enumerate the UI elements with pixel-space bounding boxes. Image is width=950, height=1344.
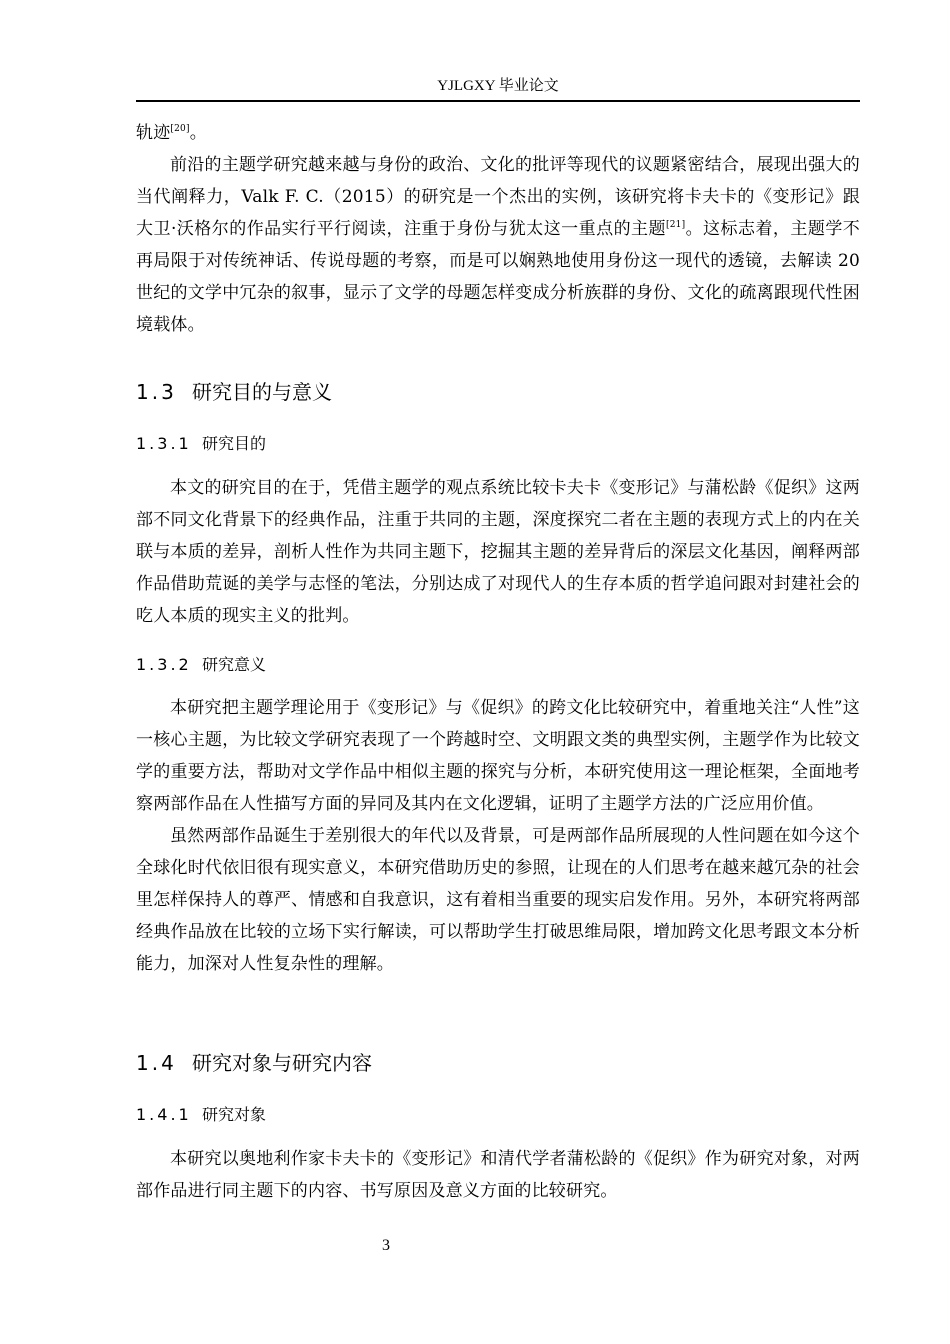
paragraph-significance-1: 本研究把主题学理论用于《变形记》与《促织》的跨文化比较研究中，着重地关注“人性”这一核心主题，为比较文学研究表现了一个跨越时空、文明跟文类的典型实例，主题学作为比较文学的重要方法，帮助对文学作品中相似主题的探究与分析，本研究使用这一理论框架，全面地考察两部作品在人性描写方面的异同及其内在文化逻辑，证明了主题学方法的广泛应用价值。: [136, 698, 860, 814]
research-object-text: [136, 1143, 860, 1207]
subsection-heading-1-3-2: [136, 654, 266, 676]
section-heading-1-3: [136, 379, 332, 405]
subsection-number: 1.3.1: [136, 434, 192, 453]
paragraph-frontier-text: 前沿的主题学研究越来越与身份的政治、文化的批评等现代的议题紧密结合，展现出强大的当代阐释力，Valk F. C.（2015）的研究是一个杰出的实例，该研究将卡夫卡的《变形记》跟大卫·沃格尔的作品实行平行阅读，注重于身份与犹太这一重点的主题: [136, 155, 860, 239]
subsection-title: 研究目的: [202, 434, 267, 453]
paragraph-frontier-tail: 。这标志着，主题学不再局限于对传统神话、传说母题的考察，而是可以娴熟地使用身份这一现代的透镜，去解读 20 世纪的文学中冗杂的叙事，显示了文学的母题怎样变成分析族群的身份、文化的疏离跟现代性困境载体。: [136, 219, 861, 335]
section-heading-1-4: [136, 1050, 372, 1076]
section-number: 1.4: [136, 1051, 177, 1075]
page-number: 3: [382, 1237, 390, 1254]
paragraph-research-object: 本研究以奥地利作家卡夫卡的《变形记》和清代学者蒲松龄的《促织》作为研究对象，对两部作品进行同主题下的内容、书写原因及意义方面的比较研究。: [136, 1149, 860, 1201]
intro-text: [136, 117, 860, 341]
running-header: YJLGXY 毕业论文: [437, 78, 559, 94]
subsection-title: 研究意义: [202, 655, 267, 674]
subsection-heading-1-3-1: [136, 433, 266, 455]
subsection-title: 研究对象: [202, 1105, 267, 1124]
carry-over-text: 轨迹: [136, 123, 171, 143]
citation-20: [20]: [170, 124, 190, 134]
paragraph-significance-2: 虽然两部作品诞生于差别很大的年代以及背景，可是两部作品所展现的人性问题在如今这个全球化时代依旧很有现实意义，本研究借助历史的参照，让现在的人们思考在越来越冗杂的社会里怎样保持人的尊严、情感和自我意识，这有着相当重要的现实启发作用。另外，本研究将两部经典作品放在比较的立场下实行解读，可以帮助学生打破思维局限，增加跨文化思考跟文本分析能力，加深对人性复杂性的理解。: [136, 826, 860, 974]
subsection-number: 1.3.2: [136, 655, 192, 674]
carry-over-end: 。: [189, 123, 207, 143]
subsection-number: 1.4.1: [136, 1105, 192, 1124]
paragraph-frontier-research: [136, 149, 860, 341]
section-title: 研究目的与意义: [192, 380, 332, 404]
citation-21: [21]: [666, 220, 686, 230]
paragraph-research-purpose: 本文的研究目的在于，凭借主题学的观点系统比较卡夫卡《变形记》与蒲松龄《促织》这两部不同文化背景下的经典作品，注重于共同的主题，深度探究二者在主题的表现方式上的内在关联与本质的差异，剖析人性作为共同主题下，挖掘其主题的差异背后的深层文化基因，阐释两部作品借助荒诞的美学与志怪的笔法，分别达成了对现代人的生存本质的哲学追问跟对封建社会的吃人本质的现实主义的批判。: [136, 478, 860, 626]
section-title: 研究对象与研究内容: [192, 1051, 372, 1075]
research-purpose-text: [136, 472, 860, 632]
research-significance-text: [136, 692, 860, 980]
subsection-heading-1-4-1: [136, 1104, 266, 1126]
header-rule: [136, 100, 860, 102]
section-number: 1.3: [136, 380, 177, 404]
carry-over-line: [136, 117, 860, 149]
